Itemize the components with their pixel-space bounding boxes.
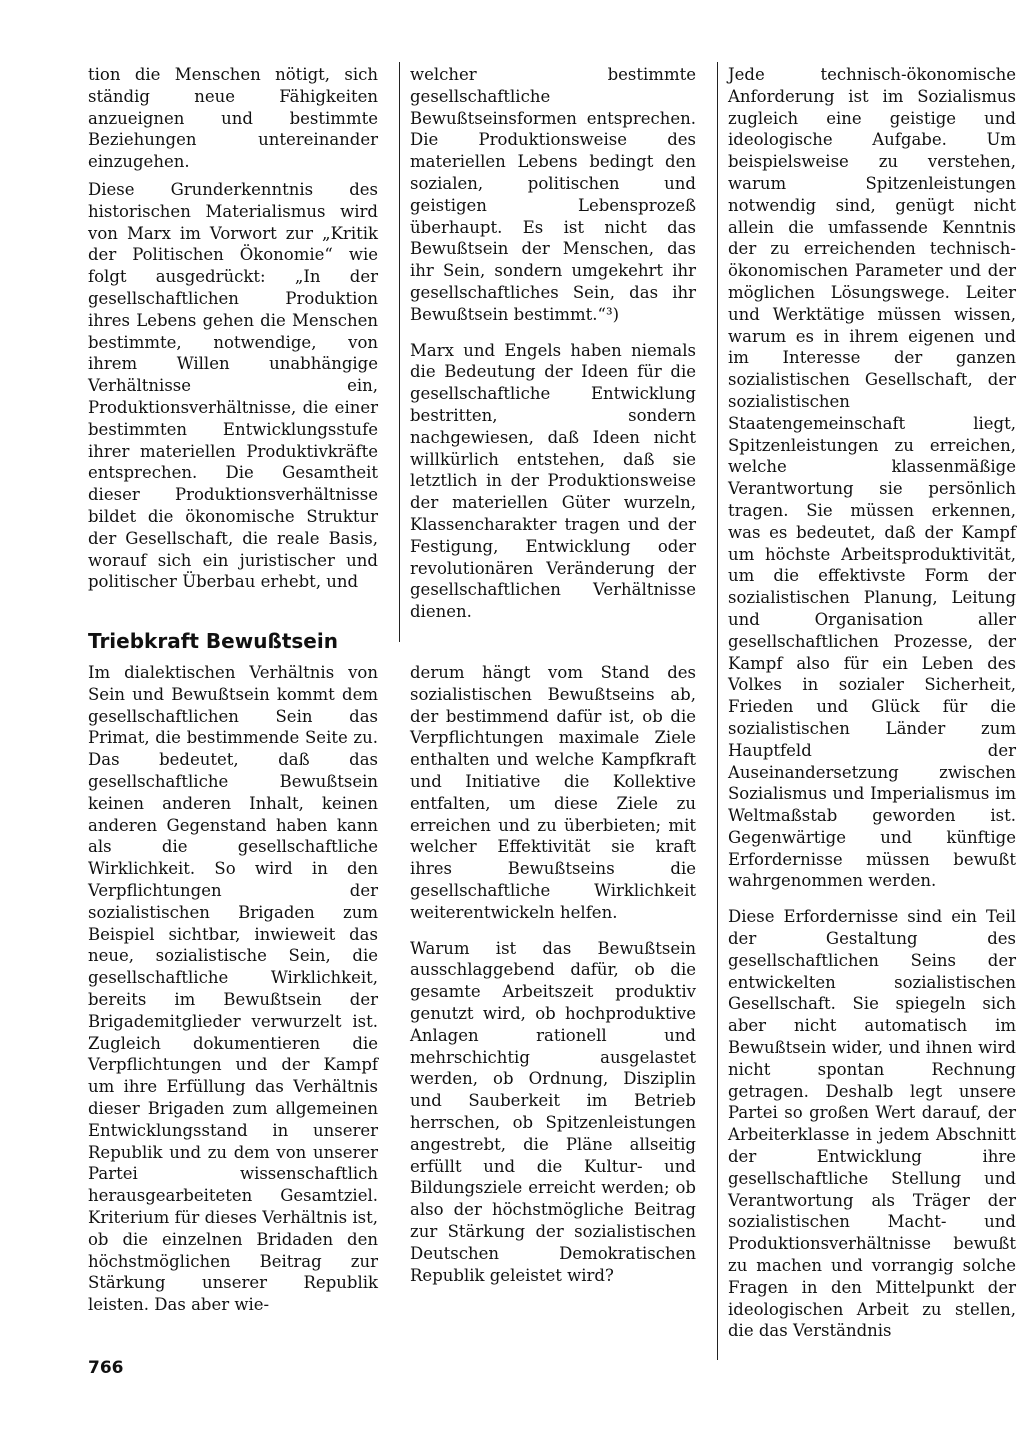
column-divider [717,62,718,1360]
column-1-upper [88,64,378,599]
column-3 [728,64,1016,1348]
section-heading: Triebkraft Bewußtsein [88,629,338,653]
paragraph: Jede technisch-ökonomische Anforderung ist im Sozialismus zugleich eine geistige und ideologische Aufgabe. Um beispielsweise zu verstehen, warum Spitzenleistungen notwendig sind, genügt nicht allein die umfassende Kenntnis der zu erreichenden technisch-ökonomischen Parameter und der möglichen Lösungswege. Leiter und Werktätige müssen wissen, warum es in ihrem eigenen und im Interesse der ganzen sozialistischen Gesellschaft, der sozialistischen Staatengemeinschaft liegt, Spitzenleistungen zu erreichen, welche klassenmäßige Verantwortung sie persönlich tragen. Sie müssen erkennen, was es bedeutet, daß der Kampf um höchste Arbeitsproduktivität, um die effektivste Form der sozialistischen Planung, Leitung und Organisation aller gesellschaftlichen Prozesse, der Kampf also für ein Leben des Volkes in sozialer Sicherheit, Frieden und Glück für die sozialistischen Länder zum Hauptfeld der Auseinandersetzung zwischen Sozialismus und Imperialismus im Weltmaßstab geworden ist. Gegenwärtige und künftige Erfordernisse müssen bewußt wahrgenommen werden. [728,65,1016,891]
paragraph: Diese Grunderkenntnis des historischen Materialismus wird von Marx im Vorwort zur „Kritik der Politischen Ökonomie“ wie folgt ausgedrückt: „In der gesellschaftlichen Produktion ihres Lebens gehen die Menschen bestimmte, notwendige, von ihrem Willen unabhängige Verhältnisse ein, Produktionsverhältnisse, die einer bestimmten Entwicklungsstufe ihrer materiellen Produktivkräfte entsprechen. Die Gesamtheit dieser Produktionsverhältnisse bildet die ökonomische Struktur der Gesellschaft, die reale Basis, worauf sich ein juristischer und politischer Überbau erhebt, und [88,179,378,592]
paragraph: Marx und Engels haben niemals die Bedeutung der Ideen für die gesellschaftliche Entwicklung bestritten, sondern nachgewiesen, daß Ideen nicht willkürlich entstehen, daß sie letztlich in der Produktionsweise der materiellen Güter wurzeln, Klassencharakter tragen und der Festigung, Entwicklung oder revolutionären Veränderung der gesellschaftlichen Verhältnisse dienen. [410,340,696,622]
paragraph: tion die Menschen nötigt, sich ständig neue Fähigkeiten anzueignen und bestimmte Beziehungen untereinander einzugehen. [88,65,378,172]
column-1-lower [88,662,378,1322]
paragraph: welcher bestimmte gesellschaftliche Bewußtseinsformen entsprechen. Die Produktionsweise des materiellen Lebens bedingt den sozialen, politischen und geistigen Lebensprozeß überhaupt. Es ist nicht das Bewußtsein der Menschen, das ihr Sein, sondern umgekehrt ihr gesellschaftliches Sein, das ihr Bewußtsein bestimmt.“³) [410,65,696,324]
column-2-lower [410,662,696,1292]
paragraph: Diese Erfordernisse sind ein Teil der Gestaltung des gesellschaftlichen Seins der entwickelten sozialistischen Gesellschaft. Sie spiegeln sich aber nicht automatisch im Bewußtsein wider, und ihnen wird nicht spontan Rechnung getragen. Deshalb legt unsere Partei so großen Wert darauf, der Arbeiterklasse in jedem Abschnitt der Entwicklung ihre gesellschaftliche Stellung und Verantwortung als Träger der sozialistischen Macht- und Produktionsverhältnisse bewußt zu machen und vorrangig solche Fragen in den Mittelpunkt der ideologischen Arbeit zu stellen, die das Verständnis [728,907,1016,1341]
page-number: 766 [88,1358,124,1378]
column-divider [399,62,400,642]
paragraph: Im dialektischen Verhältnis von Sein und Bewußtsein kommt dem gesellschaftlichen Sein das Primat, die bestimmende Seite zu. Das bedeutet, daß das gesellschaftliche Bewußtsein keinen anderen Inhalt, keinen anderen Gegenstand haben kann als die gesellschaftliche Wirklichkeit. So wird in den Verpflichtungen der sozialistischen Brigaden zum Beispiel sichtbar, inwieweit das neue, sozialistische Sein, die gesellschaftliche Wirklichkeit, bereits im Bewußtsein der Brigademitglieder verwurzelt ist. Zugleich dokumentieren die Verpflichtungen und der Kampf um ihre Erfüllung das Verhältnis dieser Brigaden zum allgemeinen Entwicklungsstand in unserer Republik und zu dem von unserer Partei wissenschaftlich herausgearbeiteten Gesamtziel. Kriterium für dieses Verhältnis ist, ob die einzelnen Bridaden den höchstmöglichen Beitrag zur Stärkung unserer Republik leisten. Das aber wie- [88,663,378,1315]
paragraph: Warum ist das Bewußtsein ausschlaggebend dafür, ob die gesamte Arbeitszeit produktiv genutzt wird, ob hochproduktive Anlagen rationell und mehrschichtig ausgelastet werden, ob Ordnung, Disziplin und Sauberkeit im Betrieb herrschen, ob Spitzenleistungen angestrebt, die Pläne allseitig erfüllt und die Kultur- und Bildungsziele erreicht werden; ob also der höchstmögliche Beitrag zur Stärkung der sozialistischen Deutschen Demokratischen Republik geleistet wird? [410,938,696,1285]
column-2-upper [410,64,696,629]
paragraph: derum hängt vom Stand des sozialistischen Bewußtseins ab, der bestimmend dafür ist, ob die Verpflichtungen maximale Ziele enthalten und welche Kampfkraft und Initiative die Kollektive entfalten, um diese Ziele zu erreichen und zu überbieten; mit welcher Effektivität sie kraft ihres Bewußtseins die gesellschaftliche Wirklichkeit weiterentwickeln helfen. [410,663,696,922]
